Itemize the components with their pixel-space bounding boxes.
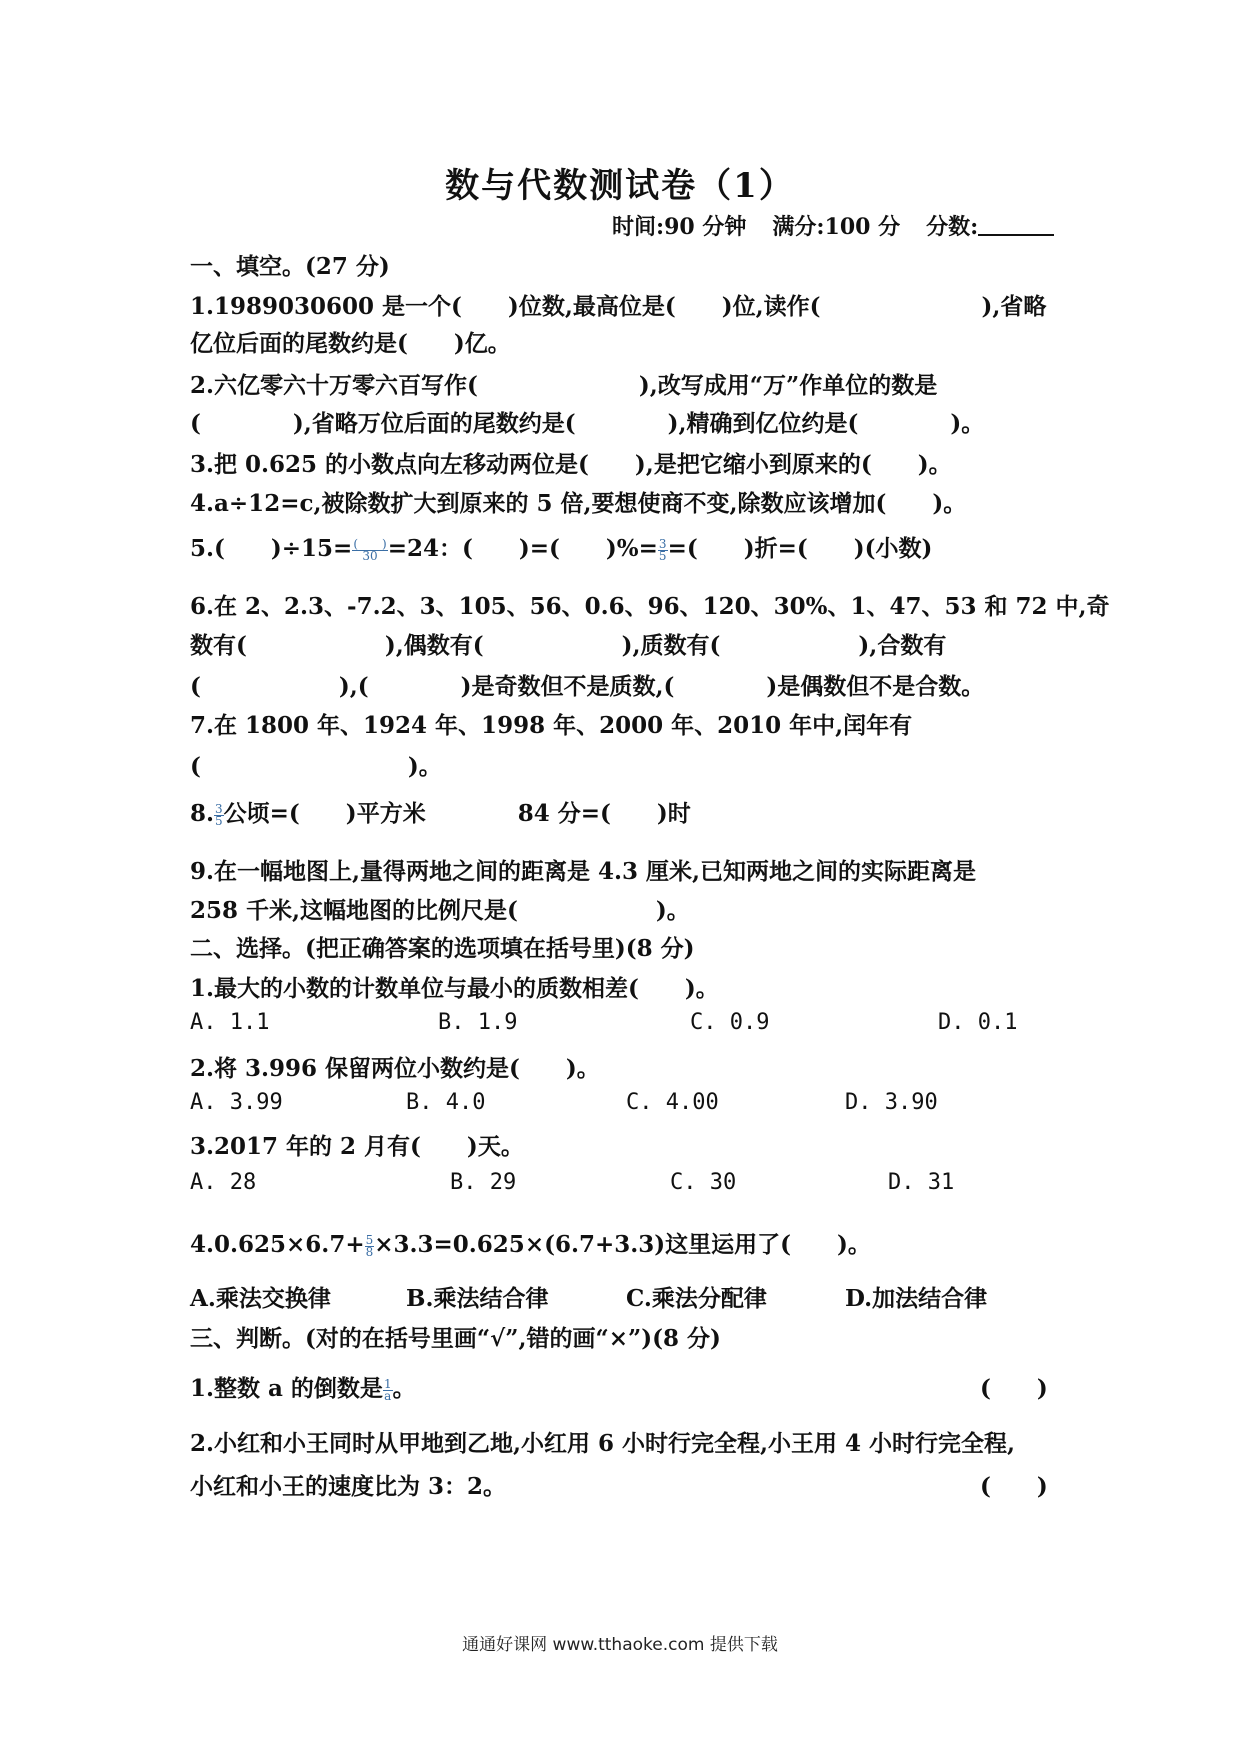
frac-denominator: 30 [362, 548, 378, 563]
q1-6-line-3: ( ),( )是奇数但不是质数,( )是偶数但不是合数。 [190, 673, 985, 700]
section-2-heading: 二、选择。(把正确答案的选项填在括号里)(8 分) [190, 935, 695, 962]
q2-1-option-c: C. 0.9 [690, 1010, 770, 1035]
score-label: 分数: [926, 214, 979, 240]
score-blank[interactable] [978, 214, 1054, 236]
frac-denominator: a [384, 1388, 392, 1403]
q1-8-fraction [214, 801, 224, 828]
q2-3-option-d: D. 31 [888, 1170, 955, 1195]
q2-2-option-c: C. 4.00 [626, 1090, 719, 1115]
frac-numerator: 1 [383, 1376, 392, 1391]
q1-4: 4.a÷12=c,被除数扩大到原来的 5 倍,要想使商不变,除数应该增加( )。 [190, 490, 967, 517]
frac-numerator: 3 [658, 536, 667, 551]
q1-1-line-2: 亿位后面的尾数约是( )亿。 [190, 330, 511, 357]
q3-1-pre: 1.整数 a 的倒数是 [190, 1375, 383, 1402]
q2-4-pre: 4.0.625×6.7+ [190, 1231, 365, 1258]
q1-5-post: =( )折=( )(小数) [667, 535, 933, 562]
exam-info [612, 210, 1054, 241]
q1-5-pre: 5.( )÷15= [190, 535, 353, 562]
page-title: 数与代数测试卷（1） [445, 166, 795, 206]
q1-6-line-1: 6.在 2、2.3、-7.2、3、105、56、0.6、96、120、30%、1、47、53 和 72 中,奇 [190, 593, 1110, 620]
q3-1-answer-paren[interactable]: ( ) [980, 1375, 1048, 1402]
frac-denominator: 8 [365, 1244, 374, 1259]
q1-6-line-2: 数有( ),偶数有( ),质数有( ),合数有 [190, 632, 947, 659]
q1-8-post: 公顷=( )平方米 84 分=( )时 [223, 800, 691, 827]
q1-1-line-1: 1.1989030600 是一个( )位数,最高位是( )位,读作( ),省略 [190, 293, 1047, 320]
q2-4-fraction [365, 1232, 375, 1259]
time-label: 时间:90 分钟 [612, 214, 747, 240]
section-3-heading: 三、判断。(对的在括号里画“√”,错的画“×”)(8 分) [190, 1325, 721, 1352]
frac-numerator: ( ) [353, 536, 387, 551]
q1-5-mid: =24：( )=( )%= [387, 535, 658, 562]
q2-1-option-d: D. 0.1 [938, 1010, 1018, 1035]
q2-2-option-a: A. 3.99 [190, 1090, 283, 1115]
q2-1-option-b: B. 1.9 [438, 1010, 518, 1035]
frac-numerator: 3 [215, 801, 223, 816]
q3-1-post: 。 [392, 1375, 416, 1402]
frac-denominator: 5 [215, 813, 223, 828]
q1-7-line-2: ( )。 [190, 753, 442, 780]
q1-7-line-1: 7.在 1800 年、1924 年、1998 年、2000 年、2010 年中,闰年有 [190, 712, 913, 739]
q3-2-line-2: 小红和小王的速度比为 3：2。 [190, 1473, 507, 1500]
q2-3-option-c: C. 30 [670, 1170, 737, 1195]
q2-3-option-a: A. 28 [190, 1170, 257, 1195]
q1-2-line-2: ( ),省略万位后面的尾数约是( ),精确到亿位约是( )。 [190, 410, 985, 437]
full-score-label: 满分:100 分 [772, 214, 901, 240]
q2-4-option-a: A.乘法交换律 [190, 1285, 331, 1312]
q3-1-fraction [383, 1376, 393, 1403]
section-1-heading: 一、填空。(27 分) [190, 253, 390, 280]
q2-4-post: ×3.3=0.625×(6.7+3.3)这里运用了( )。 [374, 1231, 871, 1258]
q1-5-fraction-2 [658, 536, 668, 563]
q3-2-answer-paren[interactable]: ( ) [980, 1473, 1048, 1500]
q2-2: 2.将 3.996 保留两位小数约是( )。 [190, 1055, 600, 1082]
footer-watermark: 通通好课网 www.tthaoke.com 提供下载 [462, 1635, 778, 1655]
frac-denominator: 5 [658, 548, 667, 563]
q3-2-line-1: 2.小红和小王同时从甲地到乙地,小红用 6 小时行完全程,小王用 4 小时行完全程, [190, 1430, 1016, 1457]
q1-8 [190, 795, 691, 828]
q2-3: 3.2017 年的 2 月有( )天。 [190, 1133, 524, 1160]
q2-4-option-d: D.加法结合律 [845, 1285, 988, 1312]
q2-3-option-b: B. 29 [450, 1170, 517, 1195]
q3-1 [190, 1370, 416, 1403]
q2-2-option-b: B. 4.0 [406, 1090, 486, 1115]
q2-4-option-c: C.乘法分配律 [626, 1285, 767, 1312]
frac-numerator: 5 [365, 1232, 374, 1247]
q1-8-pre: 8. [190, 800, 215, 827]
q1-5-fraction-1 [352, 536, 387, 563]
q2-2-option-d: D. 3.90 [845, 1090, 938, 1115]
q1-9-line-1: 9.在一幅地图上,量得两地之间的距离是 4.3 厘米,已知两地之间的实际距离是 [190, 858, 977, 885]
q2-1: 1.最大的小数的计数单位与最小的质数相差( )。 [190, 975, 719, 1002]
q2-4-option-b: B.乘法结合律 [406, 1285, 549, 1312]
q2-4 [190, 1226, 871, 1259]
q1-2-line-1: 2.六亿零六十万零六百写作( ),改写成用“万”作单位的数是 [190, 372, 938, 399]
q1-9-line-2: 258 千米,这幅地图的比例尺是( )。 [190, 897, 690, 924]
q1-3: 3.把 0.625 的小数点向左移动两位是( ),是把它缩小到原来的( )。 [190, 451, 952, 478]
q1-5 [190, 530, 932, 563]
q2-1-option-a: A. 1.1 [190, 1010, 270, 1035]
